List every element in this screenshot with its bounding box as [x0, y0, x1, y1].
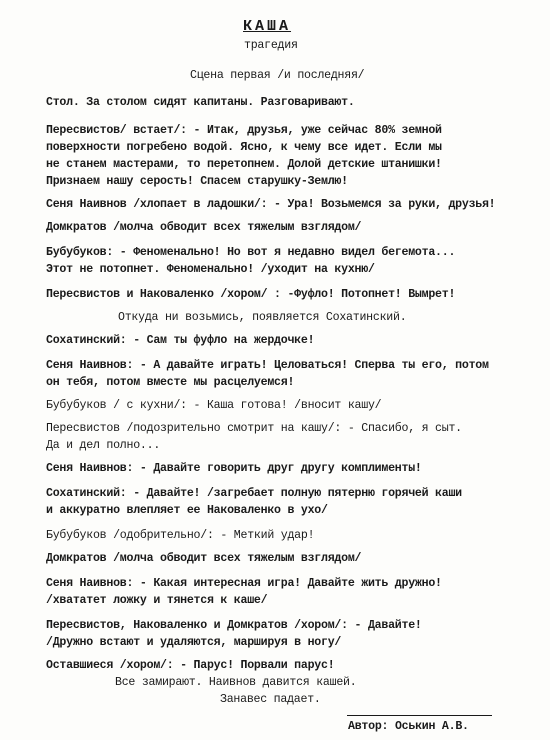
stage-direction: Занавес падает.	[220, 693, 321, 706]
text-line: Признаем нашу серость! Спасем старушку-Землю!	[46, 175, 348, 188]
text-line: Пересвистов/ встает/: - Итак, друзья, уже сейчас 80% земной	[46, 124, 442, 137]
text-line: он тебя, потом вместе мы расцелуемся!	[46, 376, 295, 389]
text-line: Бубубуков / с кухни/: - Каша готова! /вносит кашу/	[46, 399, 382, 412]
text-line: /Дружно встают и удаляются, маршируя в ногу/	[46, 636, 342, 649]
text-line: Бубубуков /одобрительно/: - Меткий удар!	[46, 529, 315, 542]
signature-rule	[347, 715, 492, 716]
text-line: и аккуратно влепляет ее Наковаленко в ухо/	[46, 504, 328, 517]
document-subtitle: трагедия	[244, 39, 298, 52]
text-line: Пересвистов, Наковаленко и Домкратов /хором/: - Давайте!	[46, 619, 422, 632]
text-line: Сеня Наивнов: - Давайте говорить друг другу комплименты!	[46, 462, 422, 475]
text-line: Сохатинский: - Давайте! /загребает полную пятерню горячей каши	[46, 487, 462, 500]
text-line: Пересвистов /подозрительно смотрит на кашу/: - Спасибо, я сыт.	[46, 422, 462, 435]
text-line: Сохатинский: - Сам ты фуфло на жердочке!	[46, 334, 315, 347]
text-line: Оставшиеся /хором/: - Парус! Порвали парус!	[46, 659, 335, 672]
text-line: Сеня Наивнов: - Какая интересная игра! Давайте жить дружно!	[46, 577, 442, 590]
text-line: не станем мастерами, то перетопнем. Долой детские штанишки!	[46, 158, 442, 171]
author-signature: Автор: Оськин А.В.	[348, 720, 469, 733]
text-line: /хвататет ложку и тянется к каше/	[46, 594, 268, 607]
stage-direction: Все замирают. Наивнов давится кашей.	[115, 676, 357, 689]
scene-heading: Сцена первая /и последняя/	[190, 69, 365, 82]
text-line: Бубубуков: - Феноменально! Но вот я недавно видел бегемота...	[46, 246, 456, 259]
text-line: Сеня Наивнов: - А давайте играть! Целоваться! Сперва ты его, потом	[46, 359, 489, 372]
stage-direction: Стол. За столом сидят капитаны. Разговаривают.	[46, 96, 355, 109]
text-line: Да и дел полно...	[46, 439, 161, 452]
text-line: Домкратов /молча обводит всех тяжелым взглядом/	[46, 221, 362, 234]
text-line: поверхности погребено водой. Ясно, к чему все идет. Если мы	[46, 141, 442, 154]
text-line: Домкратов /молча обводит всех тяжелым взглядом/	[46, 552, 362, 565]
stage-direction: Откуда ни возьмись, появляется Сохатинский.	[118, 311, 407, 324]
text-line: Этот не потопнет. Феноменально! /уходит на кухню/	[46, 263, 375, 276]
text-line: Сеня Наивнов /хлопает в ладошки/: - Ура! Возьмемся за руки, друзья!	[46, 198, 496, 211]
text-line: Пересвистов и Наковаленко /хором/ : -Фуфло! Потопнет! Вымрет!	[46, 288, 456, 301]
document-title: КАША	[243, 18, 292, 35]
